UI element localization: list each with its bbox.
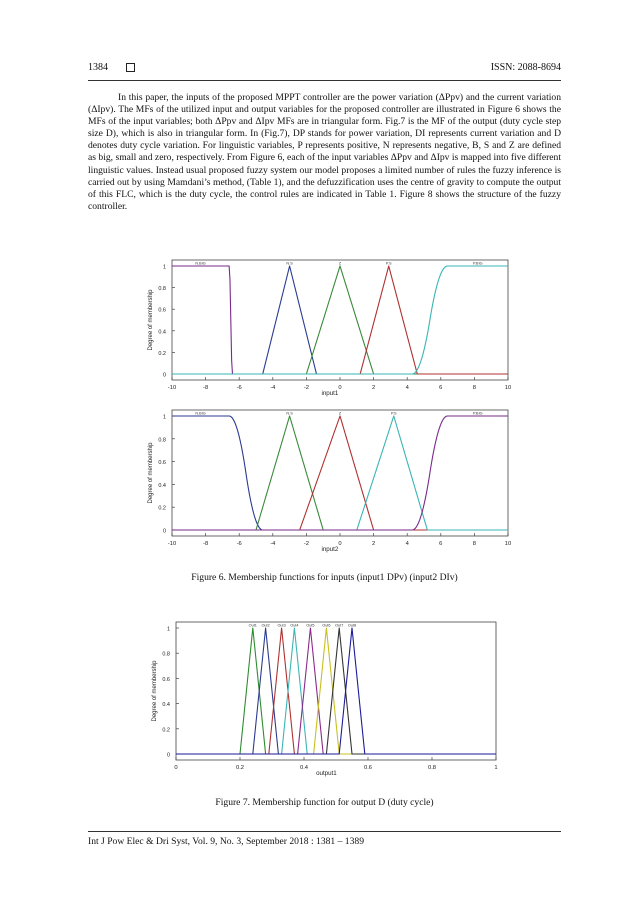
plot-frame <box>176 622 496 760</box>
y-axis-label: Degree of membership <box>148 442 154 504</box>
series-label-pb: P.BIG <box>472 411 483 416</box>
x-tick-label: 4 <box>405 385 409 391</box>
series-label-out3: Out3 <box>277 623 286 628</box>
x-tick-label: -6 <box>236 541 242 547</box>
x-tick-label: 0 <box>174 765 178 771</box>
series-label-z: Z <box>338 261 342 266</box>
series-label-pb: P.BIG <box>472 261 483 266</box>
series-label-nb: N.BIG <box>195 411 206 416</box>
x-tick-label: -4 <box>270 541 276 547</box>
x-tick-label: 0 <box>338 385 342 391</box>
x-tick-label: -10 <box>167 385 177 391</box>
series-label-out8: Out8 <box>347 623 357 628</box>
x-tick-label: -10 <box>167 541 177 547</box>
figure6-input1-plot <box>136 252 516 398</box>
footer-citation: Int J Pow Elec & Dri Syst, Vol. 9, No. 3, September 2018 : 1381 – 1389 <box>88 836 364 847</box>
series-label-z: Z <box>338 411 342 416</box>
x-tick-label: -8 <box>203 541 209 547</box>
x-tick-label: -4 <box>270 385 276 391</box>
issn: ISSN: 2088-8694 <box>490 62 561 73</box>
x-tick-label: 10 <box>504 385 512 391</box>
figure6-input2-plot <box>136 400 516 556</box>
y-tick-label: 0.6 <box>162 676 170 683</box>
series-label-out6: Out6 <box>322 623 331 628</box>
series-label-ns: N.S <box>286 411 293 416</box>
header-divider <box>88 80 561 81</box>
y-tick-label: 1 <box>166 626 170 633</box>
y-tick-label: 1 <box>162 414 166 421</box>
x-axis-label: input1 <box>321 390 339 397</box>
x-tick-label: -6 <box>236 385 242 391</box>
x-tick-label: 0.8 <box>427 765 437 771</box>
x-tick-label: -8 <box>203 385 209 391</box>
x-tick-label: -2 <box>303 541 309 547</box>
x-tick-label: 2 <box>371 541 376 547</box>
footer-divider <box>88 831 561 832</box>
series-label-out5: Out5 <box>306 623 315 628</box>
y-tick-label: 0.8 <box>158 437 166 444</box>
series-label-ps: P.S <box>385 261 392 266</box>
x-tick-label: 0.6 <box>363 765 373 771</box>
y-tick-label: 0.4 <box>162 702 170 709</box>
x-tick-label: 2 <box>371 385 376 391</box>
series-label-ns: N.S <box>286 261 293 266</box>
y-tick-label: 0 <box>162 372 166 379</box>
x-axis-label: output1 <box>316 770 337 777</box>
x-tick-label: 0.4 <box>299 765 309 771</box>
series-label-out7: Out7 <box>335 623 344 628</box>
figure6-caption: Figure 6. Membership functions for inputs (input1 DPv) (input2 DIv) <box>191 572 458 583</box>
y-tick-label: 0.6 <box>158 460 166 467</box>
body-paragraph: In this paper, the inputs of the proposed MPPT controller are the power variation (ΔPpv) and the current variation (ΔIpv). The MFs of the utilized input and output variables for the proposed controller are illustrated in Figure 6 shows the MFs of the input variables; both ΔPpv and ΔIpv MFs are in triangular form. Fig.7 is the MF of the output (duty cycle step size D), which is also in triangular form. In (Fig.7), DP stands for power variation, DI represents current variation and D denotes duty cycle variation. For linguistic variables, P represents positive, N represents negative, B, S and Z are defined as big, small and zero, respectively. From Figure 6, each of the input variables ΔPpv and ΔIpv is mapped into five different linguistic values. Instead usual proposed fuzzy system our model proposes a limited number of rules the fuzzy inference is carried out by using Mamdani’s method, (Table 1), and the defuzzification uses the centre of gravity to compute the output of this FLC, which is the duty cycle, the control rules are indicated in Table 1. Figure 8 shows the structure of the fuzzy controller. <box>88 92 561 212</box>
y-axis-label: Degree of membership <box>148 289 154 351</box>
y-tick-label: 0.2 <box>158 505 166 512</box>
chart-input1 <box>136 252 516 398</box>
checkbox-icon <box>126 63 135 72</box>
series-label-out4: Out4 <box>290 623 299 628</box>
y-tick-label: 0 <box>166 752 170 759</box>
x-tick-label: 0.2 <box>235 765 245 771</box>
series-label-ps: P.S <box>390 411 397 416</box>
series-label-out2: Out2 <box>261 623 270 628</box>
plot-frame <box>172 410 508 536</box>
y-tick-label: 0.6 <box>158 307 166 314</box>
x-tick-label: 4 <box>405 541 409 547</box>
y-tick-label: 0.4 <box>158 329 166 336</box>
x-tick-label: 6 <box>439 541 443 547</box>
x-tick-label: -2 <box>303 385 309 391</box>
x-tick-label: 6 <box>439 385 443 391</box>
figure7-caption: Figure 7. Membership function for output D (duty cycle) <box>215 797 434 808</box>
plot-frame <box>172 260 508 380</box>
figure7-output-plot <box>136 612 506 784</box>
y-tick-label: 1 <box>162 264 166 271</box>
y-tick-label: 0.2 <box>162 727 170 734</box>
y-tick-label: 0.2 <box>158 350 166 357</box>
x-tick-label: 8 <box>472 385 477 391</box>
y-tick-label: 0.4 <box>158 482 166 489</box>
x-axis-label: input2 <box>321 546 339 553</box>
y-axis-label: Degree of membership <box>152 660 158 722</box>
y-tick-label: 0.8 <box>158 286 166 293</box>
x-tick-label: 8 <box>472 541 477 547</box>
y-tick-label: 0.8 <box>162 651 170 658</box>
page-header <box>88 62 561 76</box>
series-label-out1: Out1 <box>248 623 257 628</box>
page-number: 1384 <box>88 62 108 73</box>
series-label-nb: N.BIG <box>195 261 206 266</box>
chart-output1 <box>136 612 506 784</box>
y-tick-label: 0 <box>162 528 166 535</box>
x-tick-label: 0 <box>338 541 342 547</box>
x-tick-label: 1 <box>494 765 498 771</box>
chart-input2 <box>136 400 516 556</box>
x-tick-label: 10 <box>504 541 512 547</box>
